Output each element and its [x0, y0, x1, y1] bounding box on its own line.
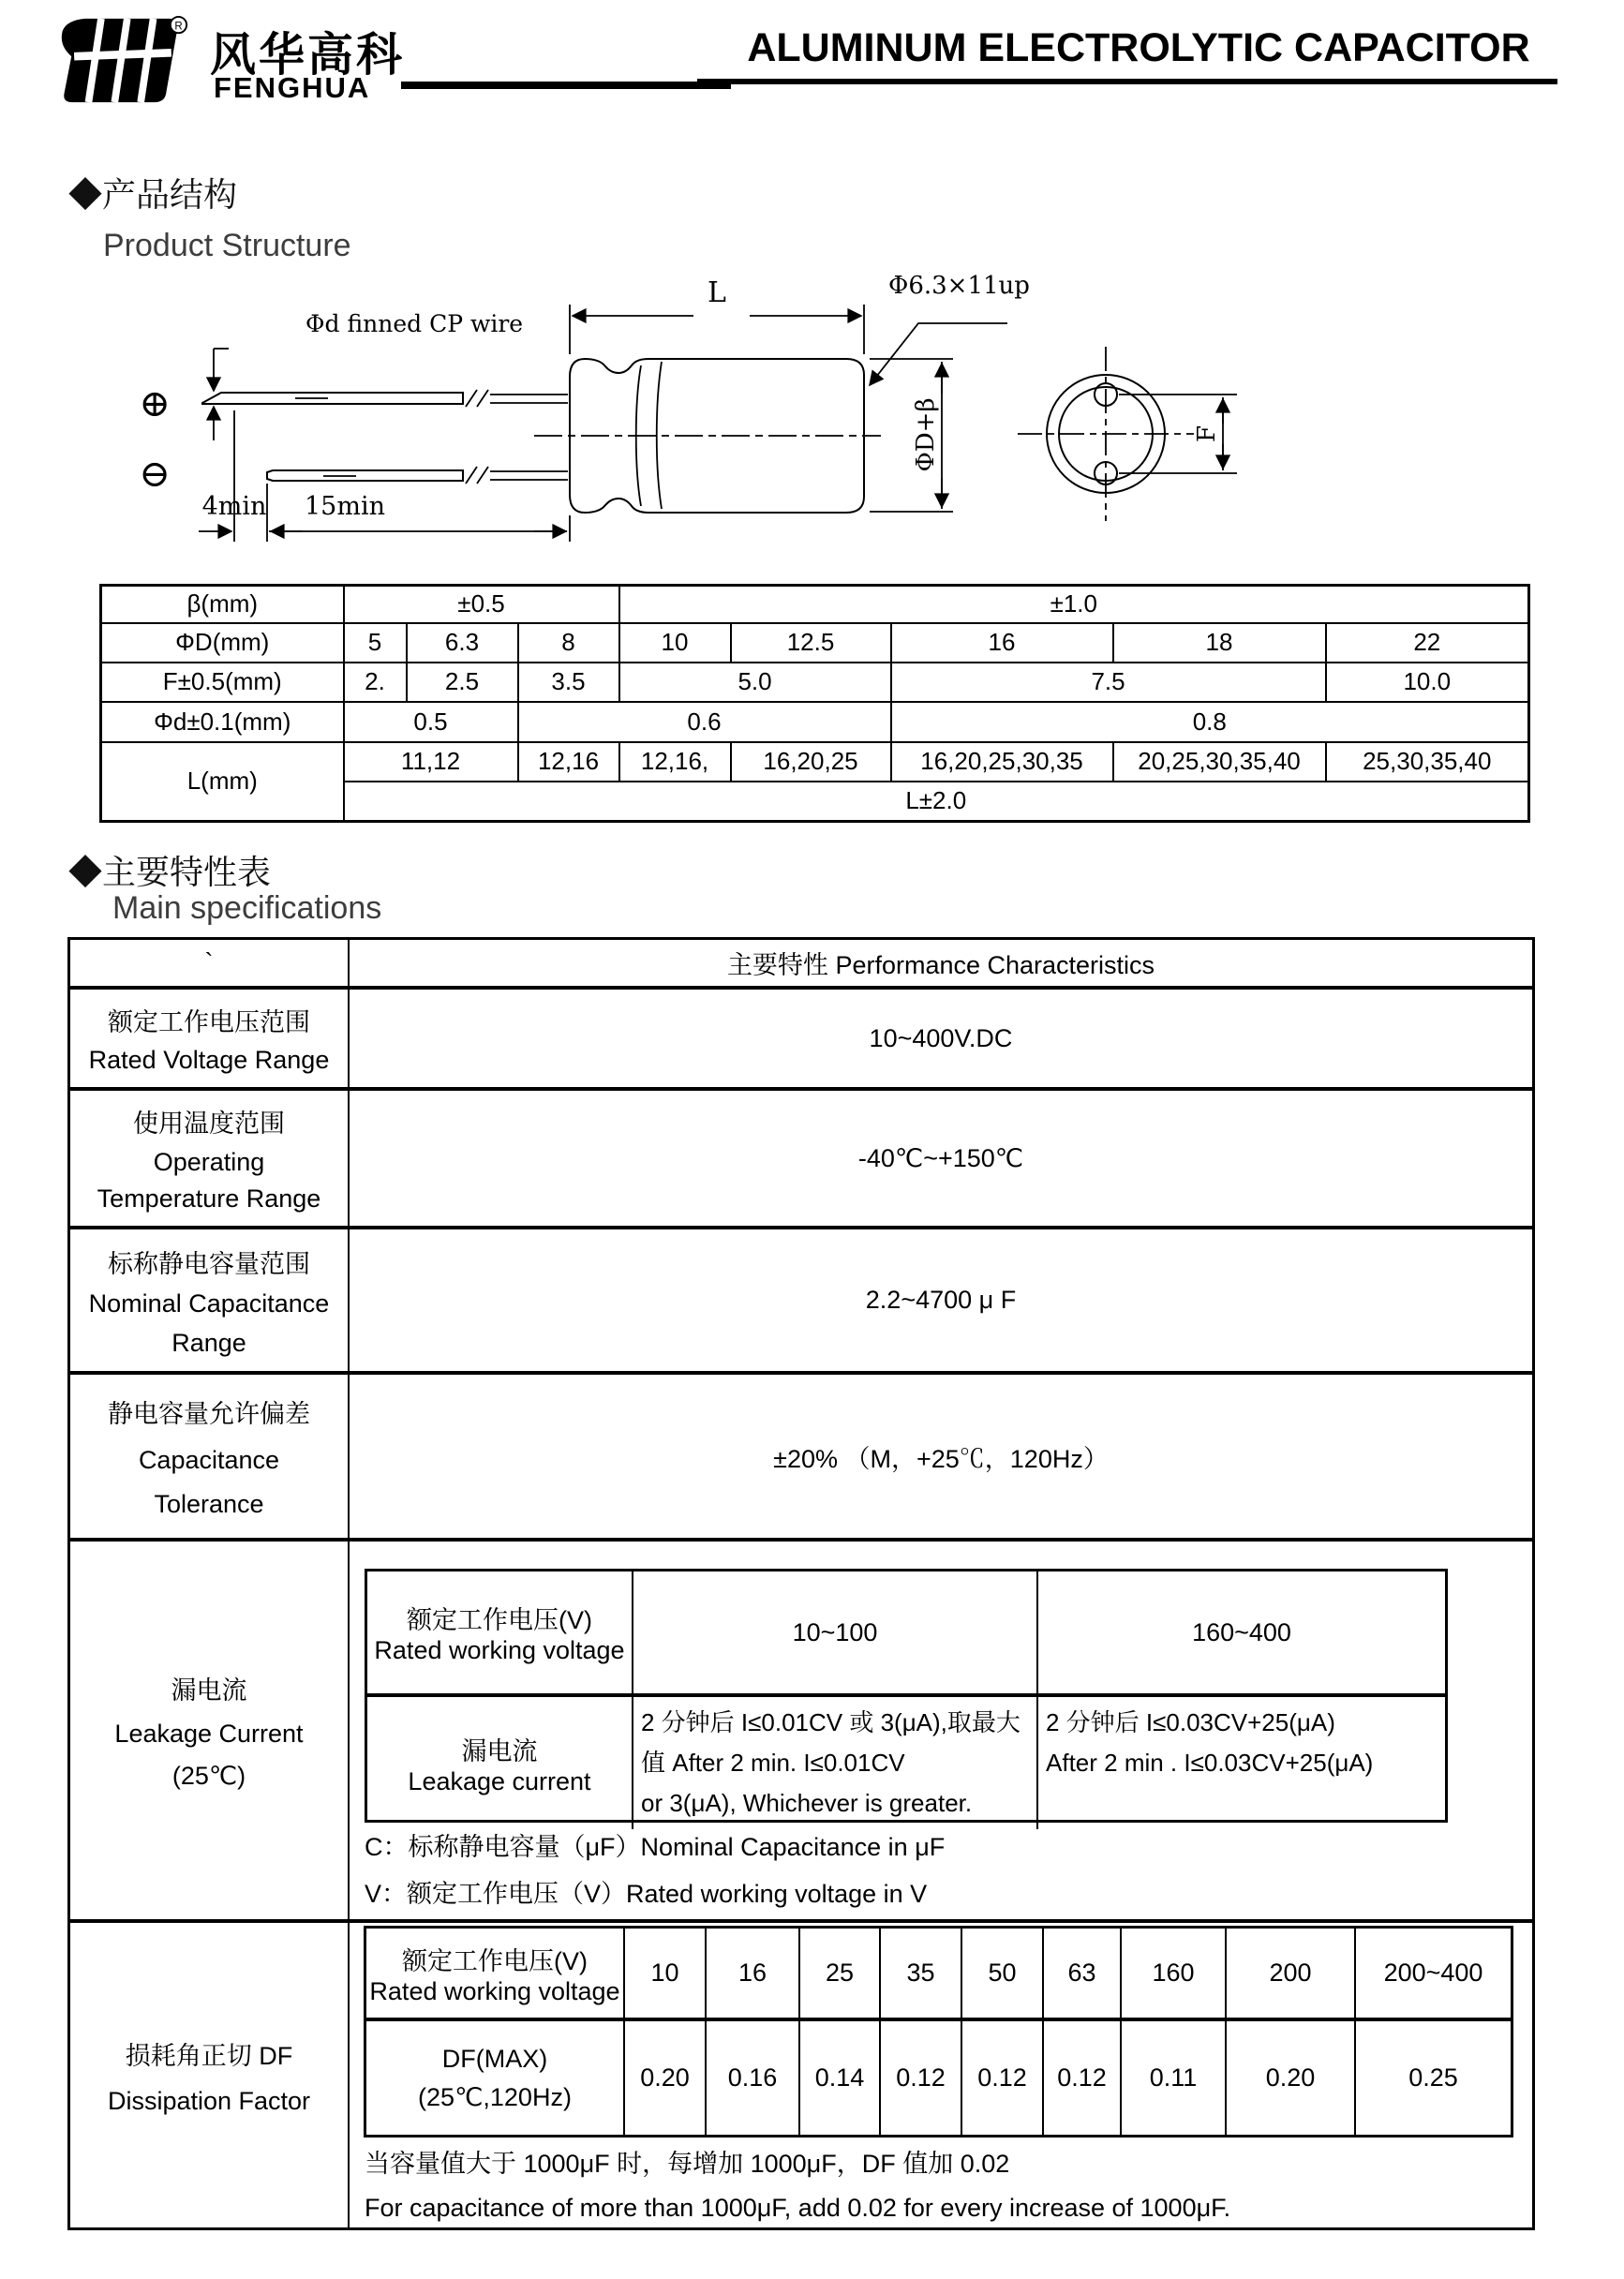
- spec-row-tolerance: [70, 1371, 1532, 1538]
- diameter-dimension-label: ΦD+β: [912, 397, 940, 472]
- section-product-structure-en: Product Structure: [103, 228, 351, 263]
- spec-row-leakage: [70, 1538, 1532, 1919]
- svg-text:R: R: [174, 21, 183, 33]
- dim-cell: 12.5: [731, 623, 891, 663]
- leader-line: [870, 323, 1007, 385]
- df-voltage: 63: [1044, 1929, 1122, 2018]
- spec-value: 2.2~4700 μ F: [865, 1286, 1017, 1314]
- spec-label: 损耗角正切 DF Dissipation Factor: [70, 1923, 350, 2227]
- sleeve-size-label: Φ6.3×11up: [888, 272, 1030, 300]
- dim-cell: 5.0: [619, 663, 891, 702]
- section-product-structure-cn: ◆产品结构: [68, 175, 238, 214]
- dim-cell: 12,16,: [619, 742, 731, 782]
- dim-cell: 2.5: [407, 663, 518, 702]
- pitch-dimension-label: F: [1193, 425, 1221, 443]
- dim-cell: 0.6: [518, 702, 891, 742]
- spec-header-row: [70, 940, 1532, 986]
- header-rule-thick: [401, 82, 731, 89]
- df-value: 0.25: [1408, 2063, 1458, 2092]
- dim-cell: 5: [344, 623, 407, 663]
- spec-header-corner: `: [70, 940, 350, 986]
- df-value: 0.12: [962, 2021, 1044, 2135]
- df-note-cn: 当容量值大于 1000μF 时，每增加 1000μF，DF 值加 0.02: [365, 2150, 1010, 2178]
- leakage-low-spec: 2 分钟后 I≤0.01CV 或 3(μA),取最大 值 After 2 min. I≤0.01CV or 3(μA), Whichever is greater.: [633, 1697, 1038, 1829]
- spec-label: 额定工作电压范围 Rated Voltage Range: [70, 990, 350, 1087]
- spec-label: 使用温度范围 Operating Temperature Range: [70, 1091, 350, 1226]
- spec-row-df: [70, 1919, 1532, 2227]
- dim-cell: 20,25,30,35,40: [1113, 742, 1326, 782]
- dim-l-tolerance: L±2.0: [344, 782, 1529, 822]
- df-voltage: 16: [707, 1929, 800, 2018]
- df-value: 0.12: [881, 2021, 962, 2135]
- dim-cell: 11,12: [344, 742, 518, 782]
- dim-cell: 22: [1326, 623, 1529, 663]
- dim-beta-tol-large: ±1.0: [619, 586, 1529, 623]
- leakage-inner-table: [365, 1569, 1448, 1823]
- spec-label: 静电容量允许偏差 Capacitance Tolerance: [70, 1375, 350, 1538]
- dim-cell: 0.5: [344, 702, 518, 742]
- length-dimension-label: L: [708, 276, 726, 309]
- top-lead-wire: [490, 395, 568, 403]
- leakage-range-high: 160~400: [1192, 1617, 1291, 1646]
- leakage-voltage-header: 额定工作电压(V) Rated working voltage: [367, 1571, 633, 1693]
- df-value: 0.14: [800, 2021, 881, 2135]
- df-voltage-header: 额定工作电压(V) Rated working voltage: [366, 1929, 625, 2018]
- section-main-specs-cn: ◆主要特性表: [68, 853, 272, 891]
- df-note-en: For capacitance of more than 1000μF, add 0.02 for every increase of 1000μF.: [365, 2194, 1231, 2222]
- leakage-high-spec: 2 分钟后 I≤0.03CV+25(μA) After 2 min . I≤0.03CV+25(μA): [1046, 1708, 1374, 1777]
- dim-cell: 0.8: [891, 702, 1529, 742]
- leakage-header-row: [367, 1571, 1445, 1693]
- dim-l-label: L(mm): [101, 742, 344, 822]
- leakage-row-label: 漏电流 Leakage current: [367, 1697, 633, 1829]
- spec-value: -40℃~+150℃: [857, 1143, 1024, 1172]
- df-voltage: 50: [962, 1929, 1044, 2018]
- crimp-groove: [657, 362, 662, 509]
- leakage-notes: [365, 1824, 945, 1917]
- spec-label: 漏电流 Leakage Current (25℃): [70, 1542, 350, 1919]
- spec-row-voltage: [70, 986, 1532, 1087]
- dim-cell: 16: [891, 623, 1113, 663]
- dim-cell: 3.5: [518, 663, 619, 702]
- lead-break: [466, 390, 488, 407]
- page-title: ALUMINUM ELECTROLYTIC CAPACITOR: [747, 25, 1530, 70]
- df-value: 0.20: [1227, 2021, 1356, 2135]
- positive-polarity-icon: ⊕: [139, 382, 171, 425]
- spec-leakage-content: [350, 1542, 1532, 1919]
- bottom-lead-wire: [490, 471, 568, 480]
- spec-df-content: [350, 1923, 1532, 2227]
- note-v: V：额定工作电压（V）Rated working voltage in V: [365, 1880, 928, 1908]
- dim-cell: 2.: [344, 663, 407, 702]
- dim-f-label: F±0.5(mm): [101, 663, 344, 702]
- spec-value: 10~400V.DC: [869, 1023, 1013, 1052]
- df-notes: [365, 2142, 1230, 2230]
- lead-wire-label: Φd finned CP wire: [305, 310, 524, 337]
- df-value: 0.12: [1044, 2021, 1122, 2135]
- dim-beta-tol-small: ±0.5: [344, 586, 619, 623]
- main-specifications-table: [67, 937, 1535, 2230]
- dim-cell: 18: [1113, 623, 1326, 663]
- bottom-lead-fin: [267, 470, 463, 481]
- spec-value: ±20% （M，+25℃，120Hz）: [773, 1444, 1109, 1473]
- dim-d-label: Φd±0.1(mm): [101, 702, 344, 742]
- dim-cell: 25,30,35,40: [1326, 742, 1529, 782]
- df-voltage: 10: [625, 1929, 707, 2018]
- df-voltage: 35: [881, 1929, 962, 2018]
- dim-diameter-label: ΦD(mm): [101, 623, 344, 663]
- header-rule-thin: [697, 79, 1557, 84]
- dimensions-table: [99, 584, 1530, 823]
- df-inner-table: [364, 1926, 1513, 2137]
- dim-cell: 7.5: [891, 663, 1326, 702]
- brand-name-chinese: 风华高科: [210, 30, 406, 81]
- dim-cell: 8: [518, 623, 619, 663]
- spec-row-temperature: [70, 1087, 1532, 1226]
- note-c: C：标称静电容量（μF）Nominal Capacitance in μF: [365, 1833, 946, 1861]
- df-voltage: 25: [800, 1929, 881, 2018]
- min-lead-left-label: 4min: [201, 492, 267, 521]
- dim-cell: 12,16: [518, 742, 619, 782]
- df-voltage: 200: [1227, 1929, 1356, 2018]
- dim-cell: 16,20,25: [731, 742, 891, 782]
- negative-polarity-icon: ⊖: [139, 453, 171, 496]
- df-value: 0.20: [625, 2021, 707, 2135]
- df-value-row: [366, 2018, 1511, 2135]
- dim-cell: 16,20,25,30,35: [891, 742, 1113, 782]
- leakage-value-row: [367, 1693, 1445, 1829]
- dim-beta-label: β(mm): [101, 586, 344, 623]
- df-value: 0.16: [707, 2021, 800, 2135]
- top-lead-fin: [202, 393, 463, 404]
- diamond-bullet-icon: ◆: [68, 853, 103, 891]
- dim-cell: 6.3: [407, 623, 518, 663]
- diamond-bullet-icon: ◆: [68, 175, 103, 214]
- spec-header-title: 主要特性 Performance Characteristics: [726, 951, 1155, 979]
- dim-cell: 10.0: [1326, 663, 1529, 702]
- section-main-specs-en: Main specifications: [112, 890, 382, 926]
- leakage-range-low: 10~100: [633, 1571, 1038, 1693]
- df-voltage: 200~400: [1383, 1959, 1483, 1987]
- df-row-label: DF(MAX) (25℃,120Hz): [366, 2021, 625, 2135]
- dim-cell: 10: [619, 623, 731, 663]
- min-lead-right-label: 15min: [305, 492, 385, 521]
- spec-row-capacitance: [70, 1226, 1532, 1371]
- brand-name-english: FENGHUA: [214, 71, 371, 104]
- df-header-row: [366, 1929, 1511, 2018]
- df-voltage: 160: [1122, 1929, 1227, 2018]
- fenghua-logo: [52, 15, 192, 105]
- df-value: 0.11: [1122, 2021, 1227, 2135]
- lead-break: [466, 467, 488, 484]
- spec-label: 标称静电容量范围 Nominal Capacitance Range: [70, 1229, 350, 1371]
- capacitor-structure-diagram: [94, 262, 1303, 553]
